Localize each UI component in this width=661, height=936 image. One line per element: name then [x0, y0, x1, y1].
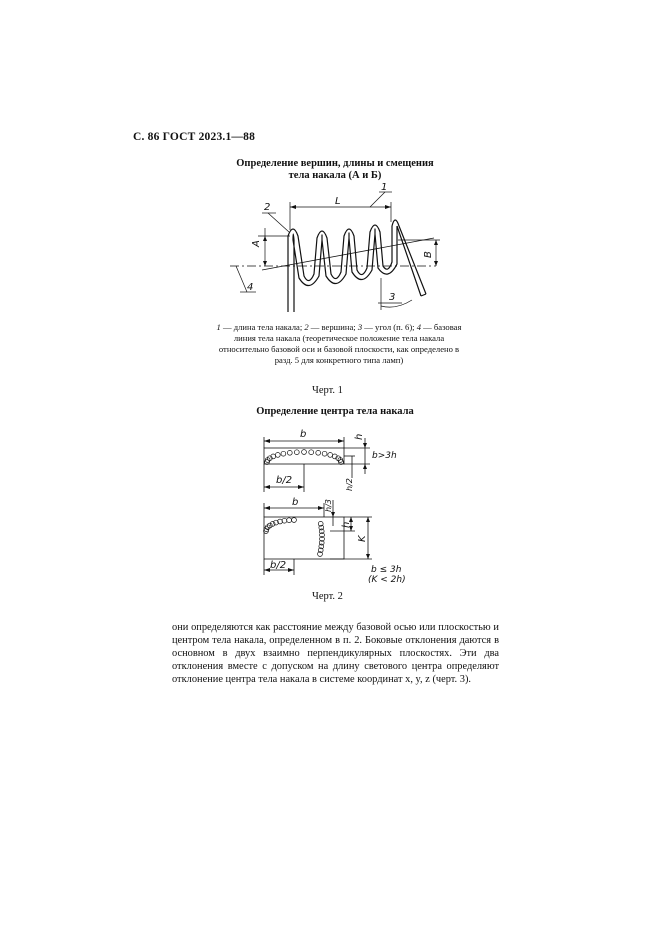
filament-turn — [302, 450, 307, 455]
caption-text-2: — вершина; — [308, 322, 358, 332]
filament-turn — [316, 450, 321, 455]
figure2-title: Определение центра тела накала — [256, 406, 414, 417]
figure1-title-line2: тела накала (А и Б) — [288, 170, 382, 181]
label-4: 4 — [247, 282, 254, 293]
label-bottom-h3: h/3 — [324, 499, 333, 512]
label-bottom-b: b — [292, 497, 299, 508]
label-top-b2: b/2 — [276, 475, 293, 486]
label-L: L — [335, 196, 341, 207]
filament-turn — [282, 518, 287, 523]
figure1-caption — [214, 322, 464, 366]
label-2: 2 — [264, 202, 271, 213]
caption-num-1: 1 — [216, 322, 221, 332]
label-3: 3 — [389, 292, 396, 303]
filament-turn — [292, 518, 297, 523]
filament-turn — [275, 453, 280, 458]
leader-4 — [236, 266, 247, 292]
filament-turn — [294, 450, 299, 455]
figure1-drawing — [230, 192, 440, 312]
leader-2 — [268, 213, 289, 232]
figure1-title-line1: Определение вершин, длины и смещения — [236, 158, 434, 169]
label-A: A — [251, 240, 262, 247]
caption-num-3: 3 — [357, 322, 363, 332]
label-bottom-K: K — [357, 535, 368, 542]
label-bottom-h: h — [341, 521, 352, 528]
filament-turn — [287, 450, 292, 455]
page-header: С. 86 ГОСТ 2023.1—88 — [133, 131, 256, 143]
label-bottom-cond1: b ≤ 3h — [371, 565, 402, 575]
body-paragraph — [172, 621, 499, 686]
label-1: 1 — [381, 182, 388, 193]
body-text: они определяются как расстояние между базовой осью или плоскостью и центром тела накала, определенном в п. 2. Боковые отклонения даются в основном в двух взаимно перпендикулярных плоскостях. Эти два отклонения вместе с допуском на длину светового центра определяют отклонение центра тела накала в системе координат x, y, z (черт. 3). — [172, 622, 499, 685]
filament-turn — [309, 450, 314, 455]
caption-num-2: 2 — [304, 322, 309, 332]
figure1-name: Черт. 1 — [312, 385, 343, 396]
label-B: B — [423, 251, 434, 258]
filament-turn — [287, 518, 292, 523]
label-bottom-cond2: (K < 2h) — [368, 575, 406, 585]
caption-text-4: — базовая линия тела накала (теоретическое положение тела накала относительно базовой оси и базовой плоскости, как определено в разд. 5 для конкретного типа ламп) — [218, 322, 462, 365]
label-top-h2: h/2 — [345, 478, 354, 491]
caption-num-4: 4 — [416, 322, 422, 332]
bottom-filament-circles — [264, 518, 325, 557]
figure2-name: Черт. 2 — [312, 591, 343, 602]
label-top-b: b — [300, 429, 307, 440]
label-bottom-b2: b/2 — [270, 560, 287, 571]
bottom-rect — [264, 517, 344, 559]
caption-text-3: — угол (п. 6); — [362, 322, 417, 332]
top-filament-circles — [265, 450, 344, 465]
filament-turn — [322, 451, 327, 456]
filament-turn — [328, 453, 333, 458]
filament-turn — [281, 451, 286, 456]
caption-text-1: — длина тела накала; — [220, 322, 305, 332]
leader-1 — [370, 192, 385, 207]
label-top-h: h — [354, 433, 365, 440]
label-top-cond: b>3h — [372, 451, 397, 461]
